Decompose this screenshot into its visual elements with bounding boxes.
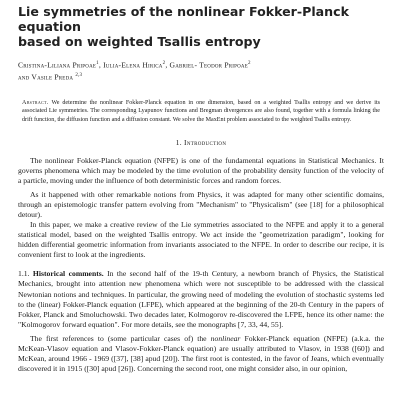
- emphasis-nonlinear: nonlinear: [210, 333, 241, 343]
- author-name: Cristina-Liliana Pripoae: [18, 60, 97, 70]
- author-affiliation: 2,3: [75, 72, 83, 78]
- intro-paragraph-1: The nonlinear Fokker-Planck equation (NFPE) is one of the fundamental equations in Statistical Mechanics. It governs phenomena which may be modeled by the time evolution of the probability density function of the velocity of a particle, moving under the influence of both deterministic forces and random forces.: [18, 155, 384, 186]
- subsection-paragraph: [18, 269, 384, 329]
- title-line-2: based on weighted Tsallis entropy: [18, 34, 261, 49]
- section-heading: 1. Introduction: [175, 137, 227, 147]
- author-affiliation: 2: [162, 61, 166, 66]
- history-text-end: Fokker-Planck equation (NFPE) (a.k.a. the McKean-Vlasov equation and Vlasov-Fokker-Planck equation) are usually attributed to Vlasov, in 1938 ([60]) and McKean, around 1966 - 1969 ([37], [38] apud [20]). The first root is contested, in the favor of Jeans, which eventually discovered it in 1915 ([30] apud [26]). Concerning the second root, one might consider also, in our opinion,: [18, 333, 384, 373]
- history-paragraph: [18, 334, 384, 374]
- author-affiliation: 2: [248, 61, 251, 66]
- author-name: Iulia-Elena Hirica: [103, 60, 163, 70]
- author-affiliation: 1: [96, 61, 99, 66]
- subsection-text: In the second half of the 19-th Century, a newborn branch of Physics, the Statistical Mechanics, brought into attention new phenomena which were not susceptible to be addressed with the classical Newtonian notions and techniques. In particular, the growing need of modeling the evolution of stochastic systems led to the (linear) Fokker-Planck equation (LFPE), which appeared at the beginning of the 20-th Century in the papers of Fokker, Planck and Smoluchowski. Two decades later, Kolmogorov re-discovered the LFPE, hence its other name: the "Kolmogorov forward equation". For more details, see the monographs [7, 33, 44, 55].: [18, 269, 384, 329]
- title-line-1: Lie symmetries of the nonlinear Fokker-Planck equation: [18, 4, 349, 34]
- author-name: Vasile Preda: [31, 72, 74, 82]
- subsection-heading: Historical comments.: [32, 269, 104, 279]
- abstract: [22, 99, 380, 124]
- intro-paragraph-2: As it happened with other remarkable notions from Physics, it was adapted for many other scientific domains, through an epistemologic transfer pattern evolving from "Mechanism" to "Physicalism" (see [18] for a philosophical detour).: [18, 190, 384, 220]
- paper-title: [18, 4, 384, 49]
- intro-paragraph-3: In this paper, we make a creative review of the Lie symmetries associated to the NFPE and apply it to a general statistical model, based on the weighted Tsallis entropy. We act inside the "geometrization paradigm", looking for hidden differential geometric information from invariants associated to the NFPE. In order to describe our recipe, it is convenient first to look at the ingredients.: [18, 220, 384, 260]
- paper-page: [18, 4, 384, 374]
- author-list: Cristina-Liliana Pripoae$^1$, Iulia-Elena Hirica$^2$, Gabriel- Teodor Pripoae$^2$ and Vasile Preda $^{2,3}$: [18, 60, 251, 82]
- abstract-text: We determine the nonlinear Fokker-Planck equation in one dimension, based on a weighted Tsallis entropy and we derive its associated Lie symmetries. The corresponding Lyapunov functions and Bregman divergences are also found, together with a formula linking the drift function, the diffusion function and a diffusion constant. We solve the MaxEnt problem associated to the weighted Tsallis entropy.: [22, 100, 381, 123]
- history-text-start: The first references to (some particular cases of) the: [30, 333, 211, 343]
- author-name: Gabriel- Teodor Pripoae: [169, 60, 248, 70]
- subsection-number: 1.1.: [18, 269, 30, 279]
- abstract-label: Abstract.: [22, 100, 49, 107]
